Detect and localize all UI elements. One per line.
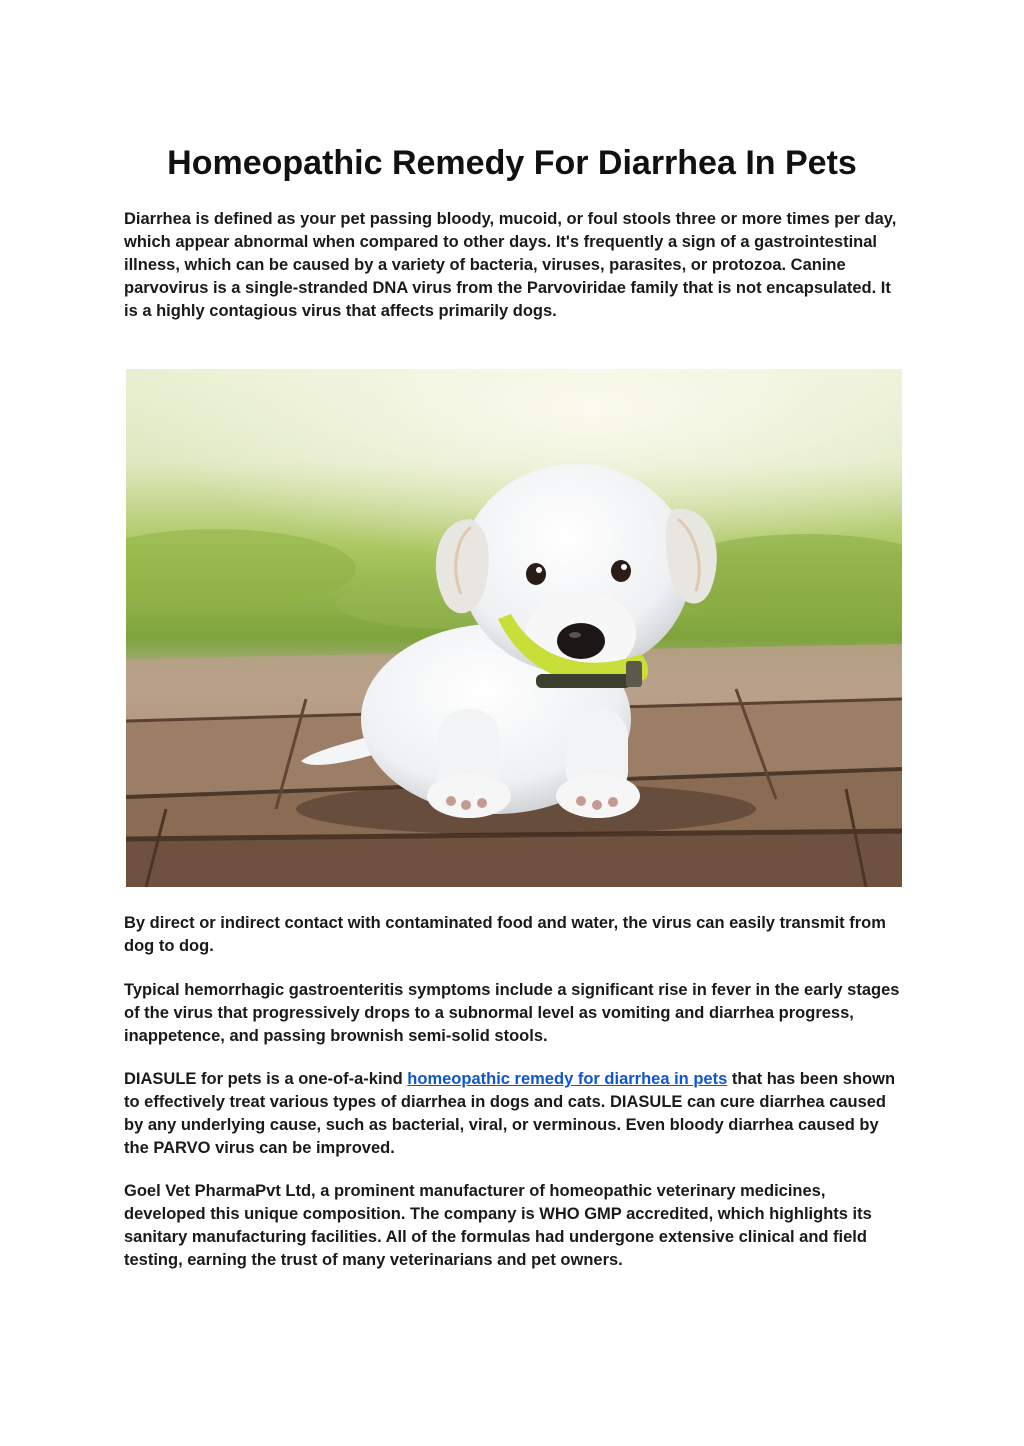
product-text-before-link: DIASULE for pets is a one-of-a-kind xyxy=(124,1070,408,1088)
remedy-link[interactable]: homeopathic remedy for diarrhea in pets xyxy=(407,1070,728,1088)
transmission-paragraph: By direct or indirect contact with contaminated food and water, the virus can easily transmit from dog to dog. xyxy=(124,914,886,955)
page-title: Homeopathic Remedy For Diarrhea In Pets xyxy=(167,144,857,182)
puppy-photo xyxy=(126,369,902,887)
product-text-after-link: that has been shown to effectively treat various types of diarrhea in dogs and cats. DIASULE can cure diarrhea caused by any underlying cause, such as bacterial, viral, or verminous. Even bloody diarrhea caused by the PARVO virus can be improved. xyxy=(124,1070,896,1157)
product-paragraph xyxy=(124,1068,904,1160)
symptoms-paragraph: Typical hemorrhagic gastroenteritis symptoms include a significant rise in fever in the early stages of the virus that progressively drops to a subnormal level as vomiting and diarrhea progress, inappetence, and passing brownish semi-solid stools. xyxy=(124,981,900,1045)
intro-paragraph: Diarrhea is defined as your pet passing bloody, mucoid, or foul stools three or more times per day, which appear abnormal when compared to other days. It's frequently a sign of a gastrointestinal illness, which can be caused by a variety of bacteria, viruses, parasites, or protozoa. Canine parvovirus is a single-stranded DNA virus from the Parvoviridae family that is not encapsulated. It is a highly contagious virus that affects primarily dogs. xyxy=(124,210,897,320)
company-paragraph: Goel Vet PharmaPvt Ltd, a prominent manufacturer of homeopathic veterinary medicines, developed this unique composition. The company is WHO GMP accredited, which highlights its sanitary manufacturing facilities. All of the formulas had undergone extensive clinical and field testing, earning the trust of many veterinarians and pet owners. xyxy=(124,1182,872,1269)
